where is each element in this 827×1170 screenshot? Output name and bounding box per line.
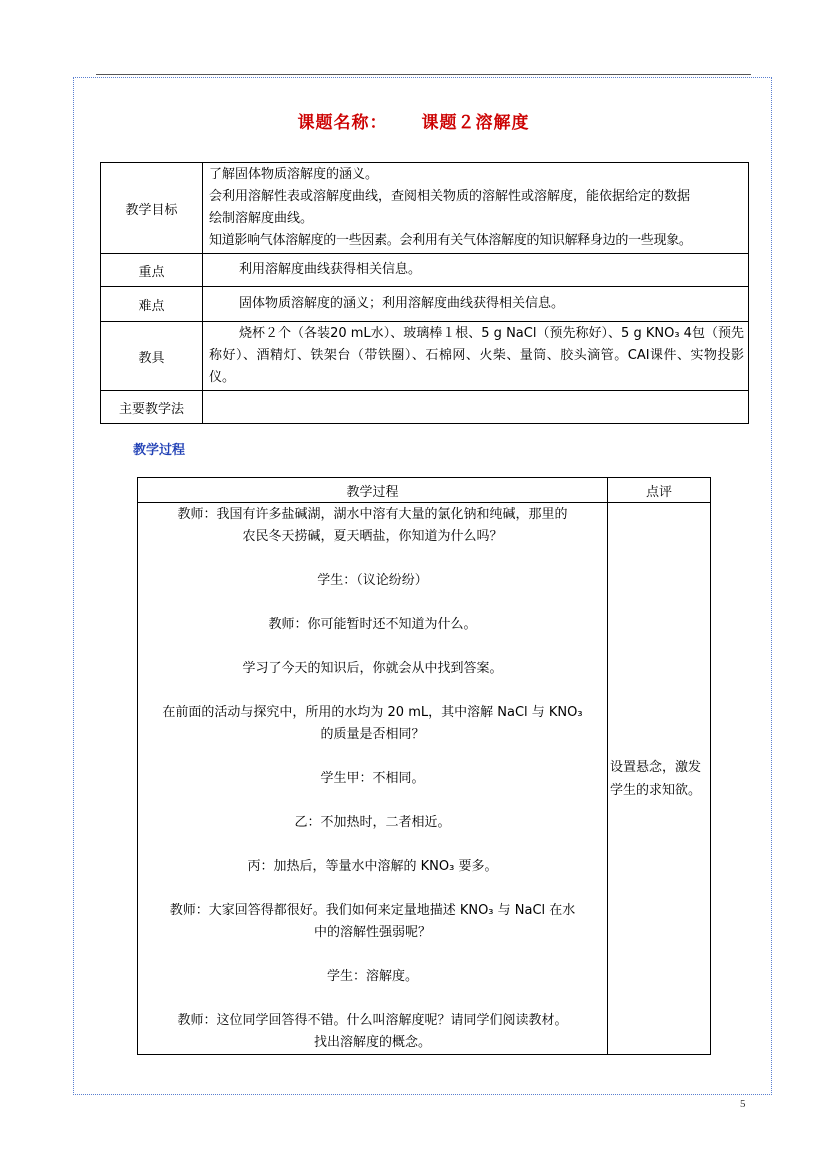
difficulty-row [101, 287, 749, 322]
process-column-header: 教学过程 [138, 478, 608, 503]
title-label: 课题名称： [297, 113, 388, 133]
process-line: 学生甲：不相同。 [320, 771, 425, 786]
tools-text: 烧杯２个（各装20 mL水）、玻璃棒１根、5 g NaCl（预先称好）、5 g KNO₃ 4包（预先称好）、酒精灯、铁架台（带铁圈）、石棉网、火柴、量筒、胶头滴管。CAI课件、实物投影仪。 [209, 326, 744, 385]
process-line [138, 988, 607, 1010]
process-table [137, 477, 711, 1055]
process-line [138, 548, 607, 570]
process-line: 在前面的活动与探究中，所用的水均为 20 mL，其中溶解 NaCl 与 KNO₃ [162, 705, 583, 720]
lesson-title [0, 108, 827, 133]
header-rule [96, 74, 751, 75]
process-line: 教师：我国有许多盐碱湖，湖水中溶有大量的氯化钠和纯碱，那里的 [177, 507, 568, 522]
process-line: 中的溶解性强弱呢？ [313, 925, 431, 940]
key-point-label: 重点 [101, 254, 203, 287]
difficulty-label: 难点 [101, 287, 203, 322]
process-heading: 教学过程 [133, 443, 186, 458]
process-content [138, 503, 608, 1055]
process-line: 教师：你可能暂时还不知道为什么。 [268, 617, 477, 632]
lesson-info-table [100, 162, 749, 424]
process-line [138, 878, 607, 900]
objective-line: 会利用溶解性表或溶解度曲线，查阅相关物质的溶解性或溶解度，能依据给定的数据 [209, 189, 691, 204]
process-line: 学生：（议论纷纷） [317, 573, 428, 588]
process-line [138, 592, 607, 614]
difficulty-text: 固体物质溶解度的涵义；利用溶解度曲线获得相关信息。 [239, 296, 565, 311]
method-row [101, 391, 749, 424]
comment-column-header: 点评 [608, 478, 711, 503]
key-point-cell [203, 254, 749, 287]
objective-line: 绘制溶解度曲线。 [209, 211, 314, 226]
method-label: 主要教学法 [101, 391, 203, 424]
process-line: 乙：不加热时，二者相近。 [294, 815, 451, 830]
process-line [138, 944, 607, 966]
process-line: 的质量是否相同？ [320, 727, 425, 742]
process-line: 找出溶解度的概念。 [313, 1035, 431, 1050]
objective-line: 知道影响气体溶解度的一些因素。会利用有关气体溶解度的知识解释身边的一些现象。 [209, 233, 692, 248]
process-line [138, 790, 607, 812]
objective-line: 了解固体物质溶解度的涵义。 [209, 167, 379, 182]
process-line: 丙：加热后，等量水中溶解的 KNO₃ 要多。 [247, 859, 498, 874]
process-lines [138, 504, 607, 1054]
tools-label: 教具 [101, 322, 203, 391]
process-body-row [138, 503, 711, 1055]
objectives-row [101, 163, 749, 254]
process-line [138, 746, 607, 768]
process-line: 教师：这位同学回答得不错。什么叫溶解度呢？请同学们阅读教材。 [177, 1013, 568, 1028]
objectives-cell [203, 163, 749, 254]
comment-cell: 设置悬念，激发学生的求知欲。 [608, 503, 711, 1055]
tools-row [101, 322, 749, 391]
key-point-text: 利用溶解度曲线获得相关信息。 [239, 262, 422, 277]
process-line: 农民冬天捞碱，夏天晒盐，你知道为什么吗？ [242, 529, 503, 544]
method-cell [203, 391, 749, 424]
process-header-row [138, 478, 711, 503]
title-name: 课题２溶解度 [421, 113, 530, 133]
key-point-row [101, 254, 749, 287]
difficulty-cell [203, 287, 749, 322]
process-line: 学习了今天的知识后，你就会从中找到答案。 [242, 661, 503, 676]
process-line [138, 680, 607, 702]
objectives-label: 教学目标 [101, 163, 203, 254]
process-line: 教师：大家回答得都很好。我们如何来定量地描述 KNO₃ 与 NaCl 在水 [169, 903, 576, 918]
tools-cell [203, 322, 749, 391]
process-line: 学生：溶解度。 [326, 969, 418, 984]
process-line [138, 636, 607, 658]
page-number: 5 [740, 1098, 746, 1110]
process-line [138, 834, 607, 856]
